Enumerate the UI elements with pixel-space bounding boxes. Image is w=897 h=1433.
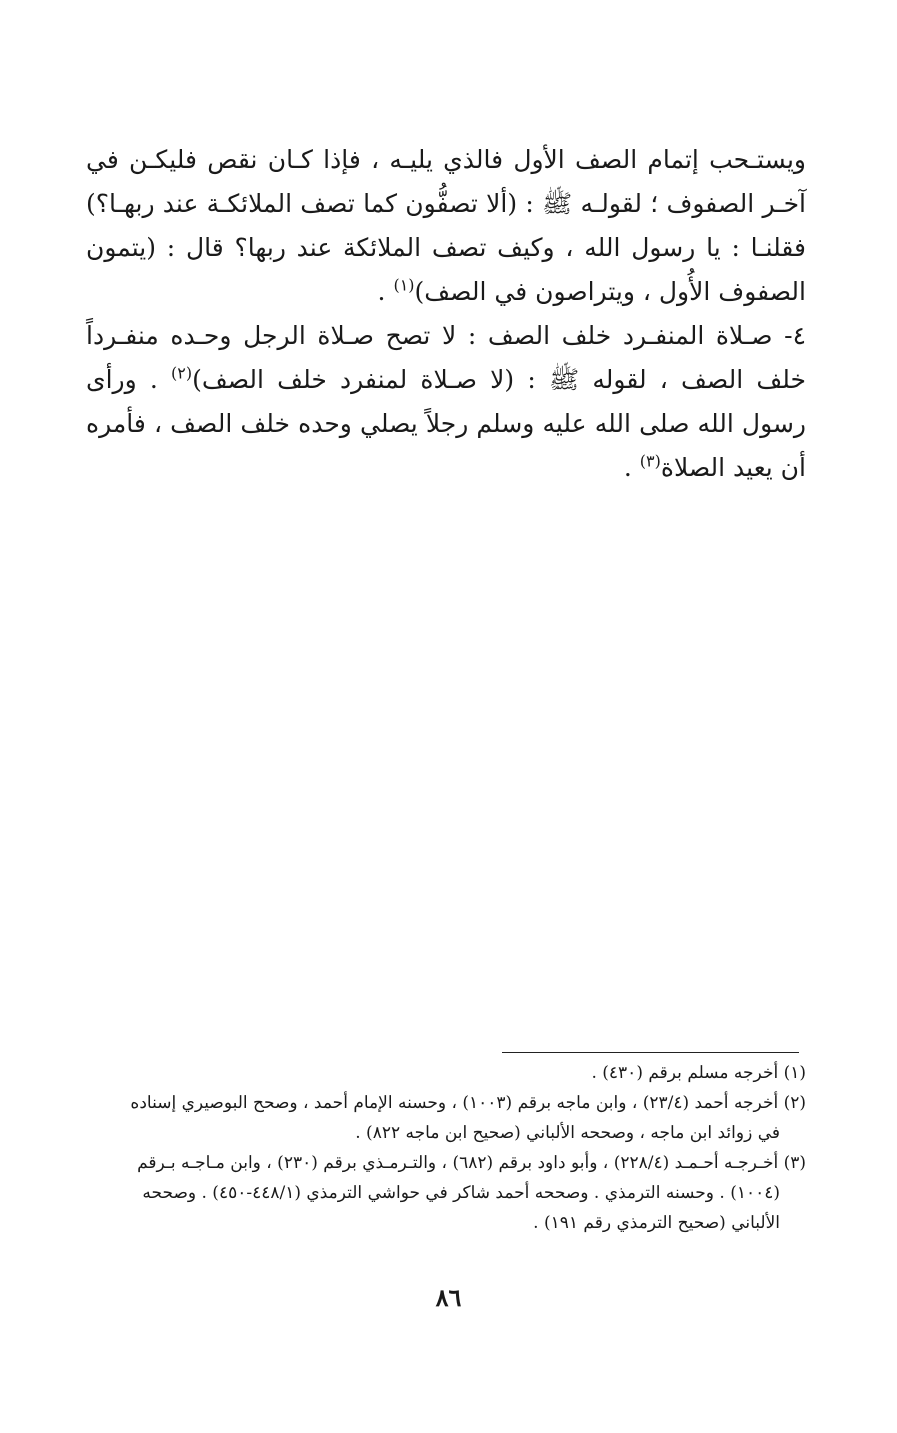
- footnote-3: (٣) أخـرجـه أحـمـد (٢٢٨/٤) ، وأبو داود برقم (٦٨٢) ، والتـرمـذي برقم (٢٣٠) ، وابن مـاجـه بـرقم: [137, 1153, 806, 1173]
- text-line: ويتراصون في الصف): [414, 277, 635, 306]
- paragraph-1: [86, 138, 806, 314]
- text-line: .: [377, 277, 394, 306]
- text-line: الصف ، لقوله ﷺ : (لا صـلاة لمنفرد خلف الصف): [192, 365, 744, 394]
- paragraph-2: [86, 314, 806, 490]
- footnote-ref-3[interactable]: (٣): [639, 451, 661, 471]
- main-text: [86, 138, 806, 490]
- footnote-ref-2[interactable]: (٢): [171, 363, 193, 383]
- text-line: .: [623, 453, 632, 482]
- footnote-ref-1[interactable]: (١): [393, 275, 415, 295]
- footnote-1: (١) أخرجه مسلم برقم (٤٣٠) .: [591, 1063, 806, 1083]
- footnote-2: (٢) أخرجه أحمد (٢٣/٤) ، وابن ماجه برقم (١٠٠٣) ، وحسنه الإمام أحمد ، وصحح البوصيري إسناده: [130, 1093, 806, 1113]
- footnote-3-continuation: (١٠٠٤) . وحسنه الترمذي . وصححه أحمد شاكر في حواشي الترمذي (٤٤٨/١-٤٥٠) . وصححه: [142, 1183, 780, 1203]
- footnote-2-continuation: في زوائد ابن ماجه ، وصححه الألباني (صحيح ابن ماجه ٨٢٢) .: [355, 1123, 780, 1143]
- text-line: ٤- صـلاة المنفـرد خلف الصف : لا تصح صـلاة الرجل وحـده منفـرداً خلف: [86, 321, 806, 394]
- footnotes: [90, 1058, 806, 1238]
- text-line: يا رسول الله ، وكيف تصف الملائكة عند ربها؟ قال : (يتمون الصفوف الأُول ،: [86, 233, 806, 306]
- text-line: . ورأى رسول الله صلى: [86, 365, 807, 438]
- text-line: الله عليه وسلم رجلاً يصلي وحده خلف الصف ، فأمره أن يعيد الصلاة: [86, 409, 806, 482]
- text-line: الصفوف ؛ لقولـه ﷺ : (ألا تصفُّون كما تصف الملائكـة عند ربهـا؟) فقلنـا :: [86, 189, 807, 262]
- footnote-3-continuation: الألباني (صحيح الترمذي رقم ١٩١) .: [533, 1213, 780, 1233]
- text-line: ويستـحب إتمام الصف الأول فالذي يليـه ، فإذا كـان نقص فليكـن في آخـر: [86, 145, 806, 218]
- page-number: ٨٦: [435, 1283, 462, 1312]
- footnote-divider: [502, 1052, 799, 1053]
